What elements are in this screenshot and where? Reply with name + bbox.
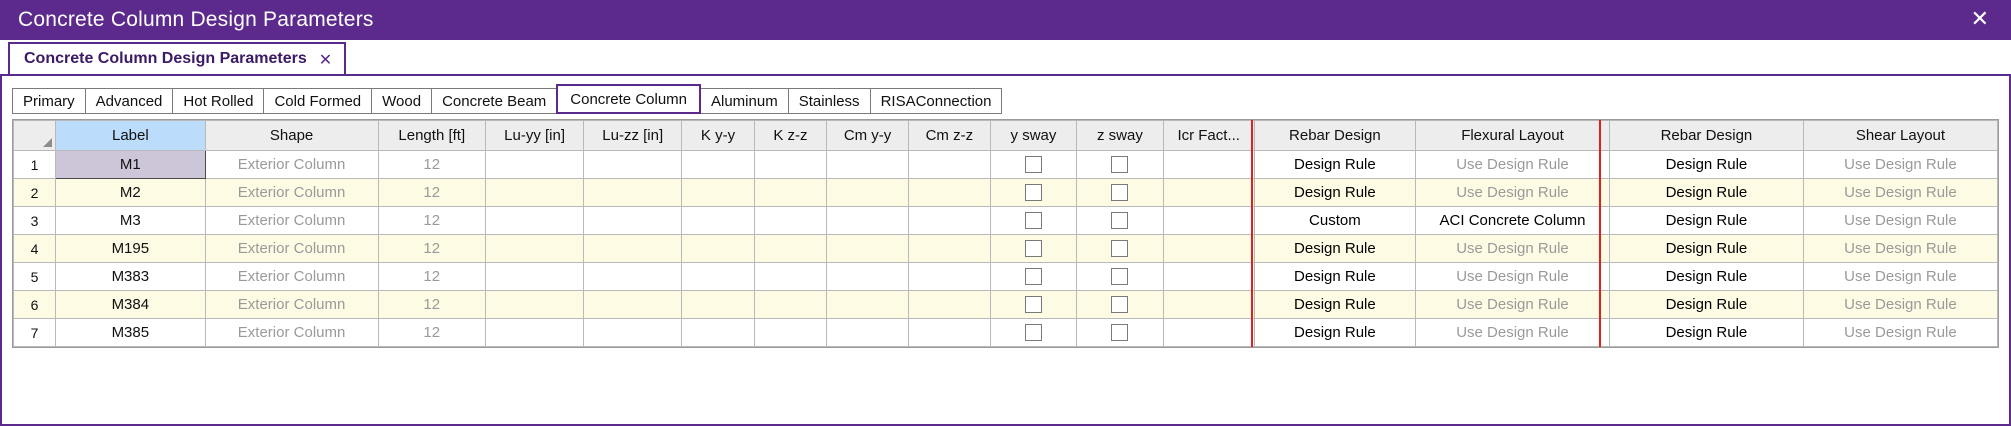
cell-rebar-design-shear[interactable]: Design Rule — [1609, 291, 1803, 319]
tab-label: Stainless — [798, 93, 860, 110]
cell-icr-factor[interactable] — [1163, 235, 1254, 263]
cell-rebar-design-flexural[interactable]: Design Rule — [1254, 179, 1415, 207]
cell-lu-zz[interactable] — [584, 319, 682, 347]
column-header-lu-yy[interactable]: Lu-yy [in] — [486, 121, 584, 151]
cell-flexural-layout[interactable]: Use Design Rule — [1416, 263, 1610, 291]
cell-shape[interactable]: Exterior Column — [205, 291, 378, 319]
cell-shape[interactable]: Exterior Column — [205, 263, 378, 291]
cell-icr-factor[interactable] — [1163, 263, 1254, 291]
cell-z-sway[interactable] — [1077, 207, 1163, 235]
cell-label[interactable]: M2 — [56, 179, 206, 207]
document-tab-close-icon[interactable]: ✕ — [318, 49, 333, 69]
cell-cm-zz[interactable] — [908, 291, 990, 319]
cell-lu-zz[interactable] — [584, 151, 682, 179]
column-header-rebar-design-shear[interactable]: Rebar Design — [1609, 121, 1803, 151]
cell-cm-zz[interactable] — [908, 151, 990, 179]
tab-primary[interactable] — [12, 88, 86, 114]
tab-wood[interactable] — [371, 88, 432, 114]
cell-shape[interactable]: Exterior Column — [205, 319, 378, 347]
column-header-k-yy[interactable]: K y-y — [682, 121, 754, 151]
cell-rebar-design-shear[interactable]: Design Rule — [1609, 263, 1803, 291]
cell-rebar-design-flexural[interactable]: Design Rule — [1254, 291, 1415, 319]
cell-rebar-design-flexural[interactable]: Custom — [1254, 207, 1415, 235]
cell-lu-yy[interactable] — [486, 263, 584, 291]
row-number[interactable]: 6 — [14, 291, 56, 319]
cell-k-yy[interactable] — [682, 207, 754, 235]
z-sway-checkbox[interactable] — [1111, 212, 1128, 229]
cell-k-zz[interactable] — [754, 207, 826, 235]
cell-k-zz[interactable] — [754, 319, 826, 347]
row-number[interactable]: 4 — [14, 235, 56, 263]
cell-shear-layout[interactable]: Use Design Rule — [1803, 207, 1997, 235]
cell-label[interactable]: M1 — [56, 151, 206, 179]
tab-cold-formed[interactable] — [263, 88, 372, 114]
cell-z-sway[interactable] — [1077, 151, 1163, 179]
row-number[interactable]: 3 — [14, 207, 56, 235]
cell-cm-zz[interactable] — [908, 179, 990, 207]
content-panel — [0, 76, 2011, 426]
cell-k-zz[interactable] — [754, 235, 826, 263]
corner-triangle-icon — [43, 138, 52, 147]
tab-label: Concrete Column — [570, 91, 687, 108]
y-sway-checkbox[interactable] — [1025, 212, 1042, 229]
y-sway-checkbox[interactable] — [1025, 296, 1042, 313]
y-sway-checkbox[interactable] — [1025, 268, 1042, 285]
cell-y-sway[interactable] — [990, 291, 1076, 319]
column-header-k-zz[interactable]: K z-z — [754, 121, 826, 151]
cell-lu-zz[interactable] — [584, 263, 682, 291]
cell-shape[interactable]: Exterior Column — [205, 151, 378, 179]
cell-cm-yy[interactable] — [827, 151, 909, 179]
document-tab-label: Concrete Column Design Parameters — [24, 50, 307, 67]
cell-length[interactable]: 12 — [378, 207, 485, 235]
cell-shape[interactable]: Exterior Column — [205, 235, 378, 263]
y-sway-checkbox[interactable] — [1025, 156, 1042, 173]
y-sway-checkbox[interactable] — [1025, 184, 1042, 201]
cell-flexural-layout[interactable]: Use Design Rule — [1416, 235, 1610, 263]
table-row[interactable] — [14, 235, 1998, 263]
cell-cm-yy[interactable] — [827, 319, 909, 347]
grid-corner-header[interactable] — [14, 121, 56, 151]
cell-lu-zz[interactable] — [584, 179, 682, 207]
z-sway-checkbox[interactable] — [1111, 240, 1128, 257]
cell-label[interactable]: M385 — [56, 319, 206, 347]
column-header-lu-zz[interactable]: Lu-zz [in] — [584, 121, 682, 151]
tab-concrete-beam[interactable] — [431, 88, 557, 114]
column-header-y-sway[interactable]: y sway — [990, 121, 1076, 151]
cell-k-yy[interactable] — [682, 235, 754, 263]
cell-shear-layout[interactable]: Use Design Rule — [1803, 151, 1997, 179]
cell-flexural-layout[interactable]: Use Design Rule — [1416, 291, 1610, 319]
table-row[interactable] — [14, 291, 1998, 319]
z-sway-checkbox[interactable] — [1111, 184, 1128, 201]
tab-label: Primary — [23, 93, 75, 110]
cell-y-sway[interactable] — [990, 151, 1076, 179]
cell-rebar-design-shear[interactable]: Design Rule — [1609, 207, 1803, 235]
row-number[interactable]: 5 — [14, 263, 56, 291]
cell-rebar-design-flexural[interactable]: Design Rule — [1254, 151, 1415, 179]
cell-cm-yy[interactable] — [827, 291, 909, 319]
cell-lu-yy[interactable] — [486, 235, 584, 263]
cell-flexural-layout[interactable]: Use Design Rule — [1416, 319, 1610, 347]
design-parameters-grid — [12, 119, 1999, 348]
document-tab-concrete-column-design-parameters[interactable] — [8, 42, 346, 74]
cell-lu-zz[interactable] — [584, 235, 682, 263]
table-row[interactable] — [14, 263, 1998, 291]
table-row[interactable] — [14, 207, 1998, 235]
cell-shear-layout[interactable]: Use Design Rule — [1803, 235, 1997, 263]
cell-cm-yy[interactable] — [827, 263, 909, 291]
cell-icr-factor[interactable] — [1163, 319, 1254, 347]
cell-icr-factor[interactable] — [1163, 151, 1254, 179]
cell-label[interactable]: M3 — [56, 207, 206, 235]
cell-icr-factor[interactable] — [1163, 291, 1254, 319]
cell-y-sway[interactable] — [990, 263, 1076, 291]
column-header-z-sway[interactable]: z sway — [1077, 121, 1163, 151]
cell-shear-layout[interactable]: Use Design Rule — [1803, 319, 1997, 347]
tab-label: Aluminum — [711, 93, 778, 110]
column-header-icr-factor[interactable]: Icr Fact... — [1163, 121, 1254, 151]
cell-shear-layout[interactable]: Use Design Rule — [1803, 291, 1997, 319]
cell-lu-zz[interactable] — [584, 291, 682, 319]
cell-length[interactable]: 12 — [378, 291, 485, 319]
cell-lu-yy[interactable] — [486, 179, 584, 207]
column-header-cm-zz[interactable]: Cm z-z — [908, 121, 990, 151]
column-header-shear-layout[interactable]: Shear Layout — [1803, 121, 1997, 151]
cell-rebar-design-flexural[interactable]: Design Rule — [1254, 235, 1415, 263]
cell-rebar-design-shear[interactable]: Design Rule — [1609, 179, 1803, 207]
cell-k-zz[interactable] — [754, 263, 826, 291]
y-sway-checkbox[interactable] — [1025, 324, 1042, 341]
tab-aluminum[interactable] — [700, 88, 789, 114]
row-number[interactable]: 2 — [14, 179, 56, 207]
cell-rebar-design-shear[interactable]: Design Rule — [1609, 235, 1803, 263]
column-header-length[interactable]: Length [ft] — [378, 121, 485, 151]
column-header-label[interactable]: Label — [56, 121, 206, 151]
z-sway-checkbox[interactable] — [1111, 296, 1128, 313]
cell-y-sway[interactable] — [990, 319, 1076, 347]
tab-label: Advanced — [95, 93, 163, 110]
cell-flexural-layout[interactable]: Use Design Rule — [1416, 179, 1610, 207]
cell-k-yy[interactable] — [682, 319, 754, 347]
tab-concrete-column[interactable] — [556, 84, 701, 114]
window-title: Concrete Column Design Parameters — [18, 8, 374, 31]
cell-k-yy[interactable] — [682, 179, 754, 207]
row-number[interactable]: 7 — [14, 319, 56, 347]
cell-lu-yy[interactable] — [486, 151, 584, 179]
cell-z-sway[interactable] — [1077, 263, 1163, 291]
cell-rebar-design-shear[interactable]: Design Rule — [1609, 151, 1803, 179]
cell-rebar-design-shear[interactable]: Design Rule — [1609, 319, 1803, 347]
cell-cm-zz[interactable] — [908, 207, 990, 235]
cell-shape[interactable]: Exterior Column — [205, 179, 378, 207]
cell-shear-layout[interactable]: Use Design Rule — [1803, 263, 1997, 291]
tab-hot-rolled[interactable] — [172, 88, 264, 114]
document-tab-strip — [0, 40, 2011, 76]
cell-lu-yy[interactable] — [486, 291, 584, 319]
cell-lu-yy[interactable] — [486, 319, 584, 347]
table-row[interactable] — [14, 179, 1998, 207]
cell-label[interactable]: M384 — [56, 291, 206, 319]
cell-rebar-design-flexural[interactable]: Design Rule — [1254, 319, 1415, 347]
cell-k-zz[interactable] — [754, 291, 826, 319]
tab-label: RISAConnection — [880, 93, 992, 110]
cell-label[interactable]: M195 — [56, 235, 206, 263]
tab-advanced[interactable] — [85, 88, 174, 114]
cell-shape[interactable]: Exterior Column — [205, 207, 378, 235]
cell-y-sway[interactable] — [990, 179, 1076, 207]
window-titlebar — [0, 0, 2011, 40]
cell-cm-yy[interactable] — [827, 179, 909, 207]
z-sway-checkbox[interactable] — [1111, 324, 1128, 341]
cell-cm-zz[interactable] — [908, 319, 990, 347]
cell-y-sway[interactable] — [990, 207, 1076, 235]
cell-rebar-design-flexural[interactable]: Design Rule — [1254, 263, 1415, 291]
cell-length[interactable]: 12 — [378, 319, 485, 347]
table-row[interactable] — [14, 319, 1998, 347]
tab-stainless[interactable] — [788, 88, 871, 114]
cell-k-zz[interactable] — [754, 179, 826, 207]
tab-label: Cold Formed — [274, 93, 362, 110]
cell-length[interactable]: 12 — [378, 179, 485, 207]
y-sway-checkbox[interactable] — [1025, 240, 1042, 257]
table-row[interactable] — [14, 151, 1998, 179]
cell-k-yy[interactable] — [682, 263, 754, 291]
cell-shear-layout[interactable]: Use Design Rule — [1803, 179, 1997, 207]
tab-risaconnection[interactable] — [870, 88, 1003, 114]
cell-z-sway[interactable] — [1077, 291, 1163, 319]
design-parameters-table — [13, 120, 1998, 347]
cell-cm-yy[interactable] — [827, 207, 909, 235]
cell-z-sway[interactable] — [1077, 179, 1163, 207]
cell-y-sway[interactable] — [990, 235, 1076, 263]
cell-z-sway[interactable] — [1077, 235, 1163, 263]
column-header-rebar-design-flexural[interactable]: Rebar Design — [1254, 121, 1415, 151]
cell-k-yy[interactable] — [682, 291, 754, 319]
cell-flexural-layout[interactable]: ACI Concrete Column — [1416, 207, 1610, 235]
z-sway-checkbox[interactable] — [1111, 156, 1128, 173]
cell-icr-factor[interactable] — [1163, 207, 1254, 235]
cell-length[interactable]: 12 — [378, 151, 485, 179]
cell-lu-yy[interactable] — [486, 207, 584, 235]
tab-label: Hot Rolled — [183, 93, 254, 110]
cell-length[interactable]: 12 — [378, 235, 485, 263]
cell-length[interactable]: 12 — [378, 263, 485, 291]
tab-label: Wood — [382, 93, 422, 110]
column-header-cm-yy[interactable]: Cm y-y — [827, 121, 909, 151]
column-header-shape[interactable]: Shape — [205, 121, 378, 151]
cell-cm-zz[interactable] — [908, 263, 990, 291]
row-number[interactable]: 1 — [14, 151, 56, 179]
cell-label[interactable]: M383 — [56, 263, 206, 291]
table-header-row — [14, 121, 1998, 151]
cell-flexural-layout[interactable]: Use Design Rule — [1416, 151, 1610, 179]
column-header-flexural-layout[interactable]: Flexural Layout — [1416, 121, 1610, 151]
cell-icr-factor[interactable] — [1163, 179, 1254, 207]
category-tab-row — [12, 84, 1999, 114]
cell-z-sway[interactable] — [1077, 319, 1163, 347]
z-sway-checkbox[interactable] — [1111, 268, 1128, 285]
table-body — [14, 151, 1998, 347]
cell-cm-yy[interactable] — [827, 235, 909, 263]
cell-k-yy[interactable] — [682, 151, 754, 179]
cell-cm-zz[interactable] — [908, 235, 990, 263]
cell-k-zz[interactable] — [754, 151, 826, 179]
close-icon[interactable]: ✕ — [1970, 7, 1989, 32]
cell-lu-zz[interactable] — [584, 207, 682, 235]
tab-label: Concrete Beam — [442, 93, 547, 110]
